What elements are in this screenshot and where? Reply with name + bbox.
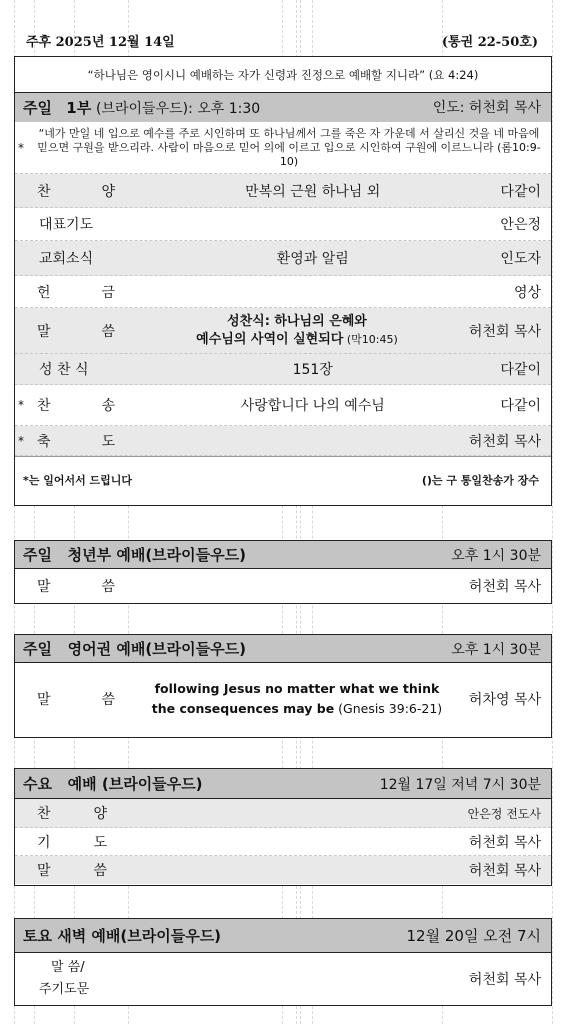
english-row-sermon [15,663,551,735]
row-label: 말 씀 [37,323,115,340]
row-label: 말 씀 [37,578,115,595]
row-person: 다같이 [500,398,541,414]
sermon-reference: (막10:45) [343,332,398,346]
order-row-benediction [15,426,551,456]
row-content: 만복의 근원 하나님 외 [245,183,381,200]
bulletin-volume: (통권 22-50호) [441,34,538,50]
row-label: 말 씀 [37,863,107,879]
service1-day: 주일 [23,98,52,117]
row-label: 말 씀 [37,692,115,708]
row-person: 다같이 [500,362,541,378]
row-person: 영상 [513,284,541,301]
row-label: 찬 양 [37,806,107,822]
service1-leader: 인도: 허천회 목사 [432,100,541,116]
wednesday-title: 예배 (브라이들우드) [67,775,203,793]
row-content: 환영과 알림 [276,251,349,267]
order-row-news [15,241,551,276]
youth-title: 청년부 예배(브라이들우드) [67,546,246,564]
wednesday-time: 12월 17일 저녁 7시 30분 [379,776,541,793]
saturday-row-sermon [15,953,551,1004]
bulletin-header [14,24,552,56]
row-person: 허천회 목사 [468,863,541,879]
row-person: 허천회 목사 [468,323,541,340]
wednesday-row-sermon [15,856,551,884]
row-person: 허천회 목사 [468,433,541,450]
row-person: 인도자 [500,251,541,267]
english-title: 영어권 예배(브라이들우드) [67,640,246,658]
row-label: 찬 송 [37,398,115,414]
wednesday-row-praise [15,799,551,828]
row-person: 허차영 목사 [468,692,541,708]
wednesday-header [15,769,551,799]
english-service-box [14,634,552,738]
english-reference: (Gnesis 39:6-21) [334,701,443,716]
motto-text: “하나님은 영이시니 예배하는 자가 신령과 진정으로 예배할 지니라” (요 4:24) [87,67,479,82]
bulletin-date: 주후 2025년 12월 14일 [26,34,175,50]
verse-text: “네가 만일 네 입으로 예수를 주로 시인하며 또 하나님께서 그를 죽은 자 가운데 서 살리신 것을 네 마음에 믿으면 구원을 받으리라. 사람이 마음으로 믿어 의에 이르고 입으로 시인하여 구원에 이르느니라 (롬10:9-10) [37,126,541,168]
sermon-title [125,313,469,349]
youth-header [15,541,551,569]
youth-day: 주일 [23,546,52,564]
row-label: 대표기도 [39,217,94,233]
saturday-header [15,919,551,953]
row-label: 교회소식 [39,251,94,267]
order-row-offering [15,276,551,308]
english-header [15,635,551,663]
order-row-praise [15,174,551,208]
sermon-title-line1: 성찬식: 하나님의 은혜와 [227,313,367,329]
row-person: 다같이 [500,183,541,200]
english-sermon-title [125,679,469,719]
wednesday-row-prayer [15,828,551,856]
row-star: * [18,398,24,412]
row-star: * [18,433,24,448]
row-label: 헌 금 [37,284,115,301]
wednesday-day: 수요 [23,775,52,793]
english-time: 오후 1시 30분 [451,641,541,658]
english-day: 주일 [23,640,52,658]
row-person: 안은정 [500,217,541,233]
youth-service-box [14,540,552,604]
service1-part: 1부 [66,98,92,117]
saturday-service-box [14,918,552,1006]
order-row-communion [15,354,551,385]
saturday-label-line1: 말 씀/ [51,959,85,975]
row-label: 축 도 [37,433,115,450]
row-person: 안은정 전도사 [467,806,541,821]
motto [15,57,551,93]
service1-header [15,93,551,122]
youth-time: 오후 1시 30분 [451,547,541,564]
row-person: 허천회 목사 [468,971,541,988]
verse-star: * [18,140,24,155]
row-label: 성 찬 식 [39,362,89,378]
order-row-sermon [15,308,551,354]
youth-row-sermon [15,569,551,602]
service1-footer [15,456,551,503]
saturday-title: 토요 새벽 예배(브라이들우드) [23,927,222,945]
row-label [27,957,127,1001]
row-label: 기 도 [37,834,107,851]
sunday-service-1-box [14,56,552,506]
saturday-label-line2: 주기도문 [39,981,90,997]
row-content: 사랑합니다 나의 예수님 [240,398,385,414]
service1-verse [15,122,551,174]
english-title-line1: following Jesus no matter what we think [154,681,440,696]
row-person: 허천회 목사 [468,834,541,851]
hymnal-note: ()는 구 통일찬송가 장수 [421,474,539,487]
row-content: 151장 [292,362,333,378]
order-row-prayer [15,208,551,241]
row-label: 찬 양 [37,183,115,200]
standing-note: *는 일어서서 드립니다 [23,474,133,487]
service1-location-time: (브라이들우드): 오후 1:30 [96,100,261,117]
sermon-title-line2: 예수님의 사역이 실현되다 [196,331,344,347]
wednesday-service-box [14,768,552,886]
row-person: 허천회 목사 [468,578,541,595]
english-title-line2: the consequences may be [151,701,335,716]
saturday-time: 12월 20일 오전 7시 [406,927,541,945]
order-row-hymn [15,385,551,426]
